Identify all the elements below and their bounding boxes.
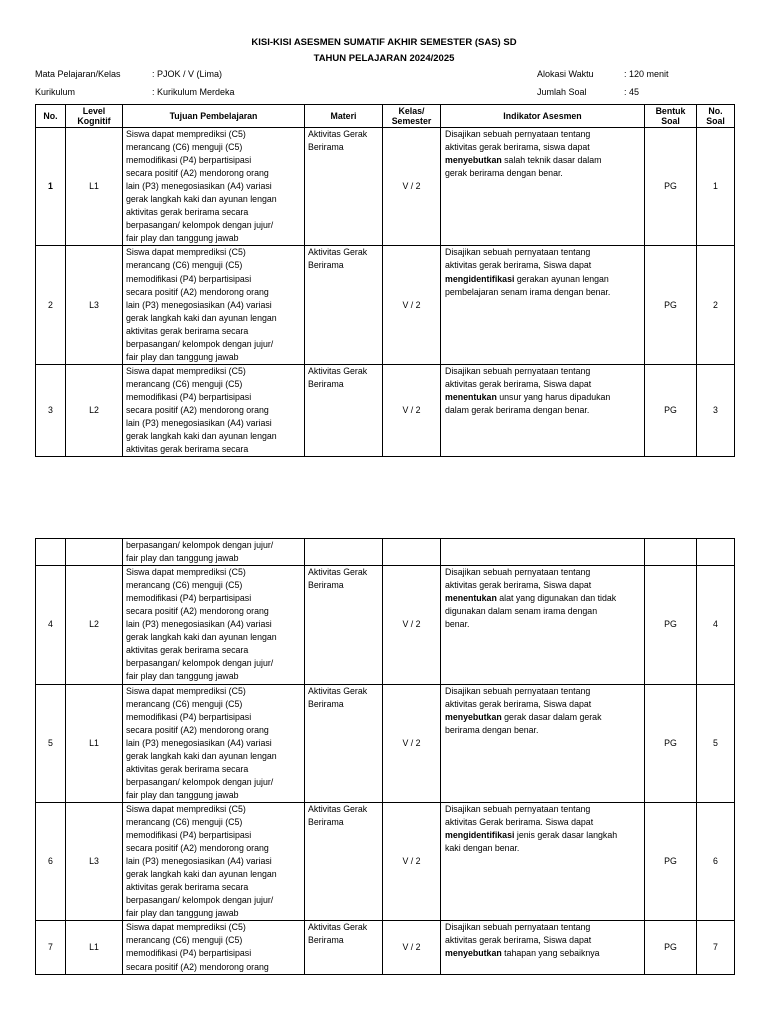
table-row (36, 684, 735, 802)
tujuan-line: lain (P3) menegosiasikan (A4) variasi (126, 418, 272, 429)
indikator-line: jenis gerak dasar langkah (514, 830, 618, 841)
indikator-keyword: menentukan (445, 593, 497, 604)
cell-bentuk: PG (645, 684, 697, 802)
cell-no: 3 (36, 364, 66, 456)
cell-bentuk: PG (645, 921, 697, 974)
cell-level: L1 (66, 128, 123, 246)
tujuan-line: memodifikasi (P4) berpartisipasi (126, 948, 252, 959)
indikator-line: aktivitas gerak berirama, Siswa dapat (445, 378, 592, 389)
tujuan-line: Siswa dapat memprediksi (C5) (126, 129, 246, 139)
kisi-kisi-table-page-2 (35, 538, 735, 975)
cell-level: L2 (66, 364, 123, 456)
tujuan-line: fair play dan tanggung jawab (126, 553, 239, 564)
tujuan-line: merancang (C6) menguji (C5) (126, 580, 243, 591)
indikator-line: tahapan yang sebaiknya (501, 948, 600, 959)
cell-level: L1 (66, 684, 123, 802)
cell-nosoal: 7 (697, 921, 735, 974)
tujuan-line: memodifikasi (P4) berpartisipasi (126, 273, 252, 284)
tujuan-line: merancang (C6) menguji (C5) (126, 142, 243, 153)
col-header-kelas: Kelas/ Semester (383, 105, 441, 128)
kurikulum-label: Kurikulum (35, 87, 76, 97)
jumlah-label: Jumlah Soal (537, 87, 587, 97)
cell-tujuan (123, 802, 305, 920)
cell-nosoal: 5 (697, 684, 735, 802)
col-header-indikator: Indikator Asesmen (441, 105, 645, 128)
table-row (36, 539, 735, 566)
tujuan-line: Siswa dapat memprediksi (C5) (126, 567, 246, 578)
cell-tujuan (123, 364, 305, 456)
cell-kelas: V / 2 (383, 364, 441, 456)
indikator-line: aktivitas gerak berirama, Siswa dapat (445, 260, 592, 271)
tujuan-line: aktivitas gerak berirama secara (126, 325, 249, 336)
tujuan-line: lain (P3) menegosiasikan (A4) variasi (126, 181, 272, 192)
indikator-keyword: menyebutkan (445, 711, 502, 722)
cell-level: L1 (66, 921, 123, 974)
col-header-bentuk: Bentuk Soal (645, 105, 697, 128)
tujuan-line: lain (P3) menegosiasikan (A4) variasi (126, 299, 272, 310)
col-header-no: No. (36, 105, 66, 128)
tujuan-line: Siswa dapat memprediksi (C5) (126, 922, 246, 933)
table-row (36, 246, 735, 364)
indikator-line: kaki dengan benar. (445, 843, 520, 854)
tujuan-line: berpasangan/ kelompok dengan jujur/ (126, 338, 274, 349)
tujuan-line: lain (P3) menegosiasikan (A4) variasi (126, 619, 272, 630)
text-line: Aktivitas Gerak (308, 247, 368, 258)
cell-tujuan (123, 246, 305, 364)
tujuan-line: secara positif (A2) mendorong orang (126, 286, 269, 297)
cell-level (66, 539, 123, 566)
tujuan-line: merancang (C6) menguji (C5) (126, 260, 243, 271)
cell-level: L3 (66, 802, 123, 920)
tujuan-line: memodifikasi (P4) berpartisipasi (126, 593, 252, 604)
tujuan-line: fair play dan tanggung jawab (126, 233, 239, 244)
tujuan-line: aktivitas gerak berirama secara (126, 763, 249, 774)
cell-materi (305, 246, 383, 364)
cell-no (36, 539, 66, 566)
indikator-line: gerak berirama dengan benar. (445, 168, 563, 179)
indikator-line: berirama dengan benar. (445, 724, 539, 735)
tujuan-line: memodifikasi (P4) berpartisipasi (126, 711, 252, 722)
cell-no: 4 (36, 566, 66, 684)
tujuan-line: aktivitas gerak berirama secara (126, 882, 249, 893)
cell-tujuan (123, 128, 305, 246)
cell-nosoal: 6 (697, 802, 735, 920)
kurikulum-value: : Kurikulum Merdeka (152, 87, 235, 97)
tujuan-line: berpasangan/ kelompok dengan jujur/ (126, 220, 274, 231)
cell-no: 1 (36, 128, 66, 246)
tujuan-line: secara positif (A2) mendorong orang (126, 724, 269, 735)
cell-nosoal (697, 539, 735, 566)
cell-bentuk: PG (645, 802, 697, 920)
cell-tujuan (123, 566, 305, 684)
cell-no: 2 (36, 246, 66, 364)
cell-indikator (441, 921, 645, 974)
indikator-line: aktivitas gerak berirama, Siswa dapat (445, 698, 592, 709)
tujuan-line: fair play dan tanggung jawab (126, 671, 239, 682)
cell-level: L3 (66, 246, 123, 364)
cell-bentuk (645, 539, 697, 566)
tujuan-line: gerak langkah kaki dan ayunan lengan (126, 869, 277, 880)
cell-indikator (441, 566, 645, 684)
col-header-materi: Materi (305, 105, 383, 128)
tujuan-line: secara positif (A2) mendorong orang (126, 961, 269, 972)
indikator-line: Disajikan sebuah pernyataan tentang (445, 685, 591, 696)
cell-nosoal: 3 (697, 364, 735, 456)
cell-materi (305, 566, 383, 684)
tujuan-line: Siswa dapat memprediksi (C5) (126, 803, 246, 814)
cell-kelas (383, 539, 441, 566)
cell-bentuk: PG (645, 364, 697, 456)
cell-nosoal: 1 (697, 128, 735, 246)
text-line: Berirama (308, 580, 344, 591)
table-row (36, 566, 735, 684)
tujuan-line: memodifikasi (P4) berpartisipasi (126, 830, 252, 841)
indikator-line: digunakan dalam senam irama dengan (445, 606, 598, 617)
indikator-line: Disajikan sebuah pernyataan tentang (445, 803, 591, 814)
indikator-line: benar. (445, 619, 470, 630)
cell-indikator (441, 364, 645, 456)
text-line: Aktivitas Gerak (308, 803, 368, 814)
tujuan-line: lain (P3) menegosiasikan (A4) variasi (126, 856, 272, 867)
tujuan-line: secara positif (A2) mendorong orang (126, 168, 269, 179)
text-line: Berirama (308, 935, 344, 946)
cell-materi (305, 921, 383, 974)
tujuan-line: aktivitas gerak berirama secara (126, 444, 249, 455)
indikator-line: salah teknik dasar dalam (501, 155, 602, 166)
cell-kelas: V / 2 (383, 921, 441, 974)
cell-materi (305, 684, 383, 802)
indikator-line: alat yang digunakan dan tidak (496, 593, 617, 604)
cell-tujuan (123, 921, 305, 974)
text-line: Aktivitas Gerak (308, 567, 368, 578)
cell-kelas: V / 2 (383, 802, 441, 920)
text-line: Aktivitas Gerak (308, 922, 368, 933)
cell-materi (305, 128, 383, 246)
tujuan-line: gerak langkah kaki dan ayunan lengan (126, 632, 277, 643)
tujuan-line: Siswa dapat memprediksi (C5) (126, 685, 246, 696)
indikator-keyword: mengidentifikasi (445, 830, 515, 841)
tujuan-line: fair play dan tanggung jawab (126, 908, 239, 919)
tujuan-line: fair play dan tanggung jawab (126, 789, 239, 800)
tujuan-line: lain (P3) menegosiasikan (A4) variasi (126, 737, 272, 748)
indikator-line: unsur yang harus dipadukan (496, 391, 611, 402)
table-row (36, 802, 735, 920)
cell-materi (305, 802, 383, 920)
cell-kelas: V / 2 (383, 128, 441, 246)
cell-kelas: V / 2 (383, 684, 441, 802)
col-header-nosoal: No. Soal (697, 105, 735, 128)
text-line: Aktivitas Gerak (308, 129, 368, 139)
tujuan-line: memodifikasi (P4) berpartisipasi (126, 391, 252, 402)
indikator-line: aktivitas gerak berirama, Siswa dapat (445, 935, 592, 946)
tujuan-line: fair play dan tanggung jawab (126, 351, 239, 362)
cell-indikator (441, 539, 645, 566)
table-row (36, 128, 735, 246)
indikator-keyword: mengidentifikasi (445, 273, 515, 284)
indikator-keyword: menyebutkan (445, 155, 502, 166)
tujuan-line: memodifikasi (P4) berpartisipasi (126, 155, 252, 166)
col-header-level: Level Kognitif (66, 105, 123, 128)
document-subtitle: TAHUN PELAJARAN 2024/2025 (313, 53, 455, 64)
cell-level: L2 (66, 566, 123, 684)
indikator-line: Disajikan sebuah pernyataan tentang (445, 365, 591, 376)
kisi-kisi-table-page-1 (35, 104, 735, 457)
indikator-line: Disajikan sebuah pernyataan tentang (445, 247, 591, 258)
tujuan-line: gerak langkah kaki dan ayunan lengan (126, 750, 277, 761)
cell-kelas: V / 2 (383, 566, 441, 684)
text-line: Berirama (308, 816, 344, 827)
tujuan-line: secara positif (A2) mendorong orang (126, 606, 269, 617)
indikator-line: aktivitas Gerak berirama. Siswa dapat (445, 816, 594, 827)
tujuan-line: berpasangan/ kelompok dengan jujur/ (126, 776, 274, 787)
cell-tujuan (123, 539, 305, 566)
tujuan-line: secara positif (A2) mendorong orang (126, 404, 269, 415)
cell-materi (305, 539, 383, 566)
text-line: Berirama (308, 698, 344, 709)
text-line: Aktivitas Gerak (308, 365, 368, 376)
text-line: Berirama (308, 378, 344, 389)
tujuan-line: merancang (C6) menguji (C5) (126, 378, 243, 389)
tujuan-line: berpasangan/ kelompok dengan jujur/ (126, 895, 274, 906)
table-header-row (36, 105, 735, 128)
tujuan-line: berpasangan/ kelompok dengan jujur/ (126, 658, 274, 669)
tujuan-line: aktivitas gerak berirama secara (126, 207, 249, 218)
cell-nosoal: 2 (697, 246, 735, 364)
tujuan-line: Siswa dapat memprediksi (C5) (126, 247, 246, 258)
col-header-tujuan: Tujuan Pembelajaran (123, 105, 305, 128)
cell-indikator (441, 246, 645, 364)
cell-indikator (441, 128, 645, 246)
indikator-line: aktivitas gerak berirama, Siswa dapat (445, 580, 592, 591)
alokasi-value: : 120 menit (624, 69, 669, 79)
cell-no: 7 (36, 921, 66, 974)
table-row (36, 921, 735, 974)
tujuan-line: merancang (C6) menguji (C5) (126, 816, 243, 827)
cell-materi (305, 364, 383, 456)
cell-tujuan (123, 684, 305, 802)
tujuan-line: gerak langkah kaki dan ayunan lengan (126, 431, 277, 442)
tujuan-line: Siswa dapat memprediksi (C5) (126, 365, 246, 376)
indikator-line: pembelajaran senam irama dengan benar. (445, 286, 611, 297)
tujuan-line: gerak langkah kaki dan ayunan lengan (126, 312, 277, 323)
cell-bentuk: PG (645, 128, 697, 246)
tujuan-line: gerak langkah kaki dan ayunan lengan (126, 194, 277, 205)
indikator-line: aktivitas gerak berirama, siswa dapat (445, 142, 590, 153)
indikator-line: dalam gerak berirama dengan benar. (445, 404, 590, 415)
cell-bentuk: PG (645, 246, 697, 364)
cell-indikator (441, 802, 645, 920)
indikator-line: gerak dasar dalam gerak (501, 711, 602, 722)
cell-no: 6 (36, 802, 66, 920)
mapel-label: Mata Pelajaran/Kelas (35, 69, 121, 79)
jumlah-value: : 45 (624, 87, 640, 97)
text-line: Berirama (308, 260, 344, 271)
cell-nosoal: 4 (697, 566, 735, 684)
cell-indikator (441, 684, 645, 802)
indikator-line: gerakan ayunan lengan (514, 273, 609, 284)
tujuan-line: merancang (C6) menguji (C5) (126, 698, 243, 709)
mapel-value: : PJOK / V (Lima) (152, 69, 223, 79)
alokasi-label: Alokasi Waktu (537, 69, 594, 79)
indikator-line: Disajikan sebuah pernyataan tentang (445, 567, 591, 578)
tujuan-line: merancang (C6) menguji (C5) (126, 935, 243, 946)
cell-bentuk: PG (645, 566, 697, 684)
tujuan-line: aktivitas gerak berirama secara (126, 645, 249, 656)
text-line: Aktivitas Gerak (308, 685, 368, 696)
text-line: Berirama (308, 142, 344, 153)
tujuan-line: berpasangan/ kelompok dengan jujur/ (126, 540, 274, 550)
indikator-line: Disajikan sebuah pernyataan tentang (445, 129, 591, 139)
table-row (36, 364, 735, 456)
indikator-line: Disajikan sebuah pernyataan tentang (445, 922, 591, 933)
tujuan-line: secara positif (A2) mendorong orang (126, 843, 269, 854)
cell-kelas: V / 2 (383, 246, 441, 364)
indikator-keyword: menentukan (445, 391, 497, 402)
indikator-keyword: menyebutkan (445, 948, 502, 959)
document-title: KISI-KISI ASESMEN SUMATIF AKHIR SEMESTER (SAS) SD (251, 37, 517, 48)
cell-no: 5 (36, 684, 66, 802)
